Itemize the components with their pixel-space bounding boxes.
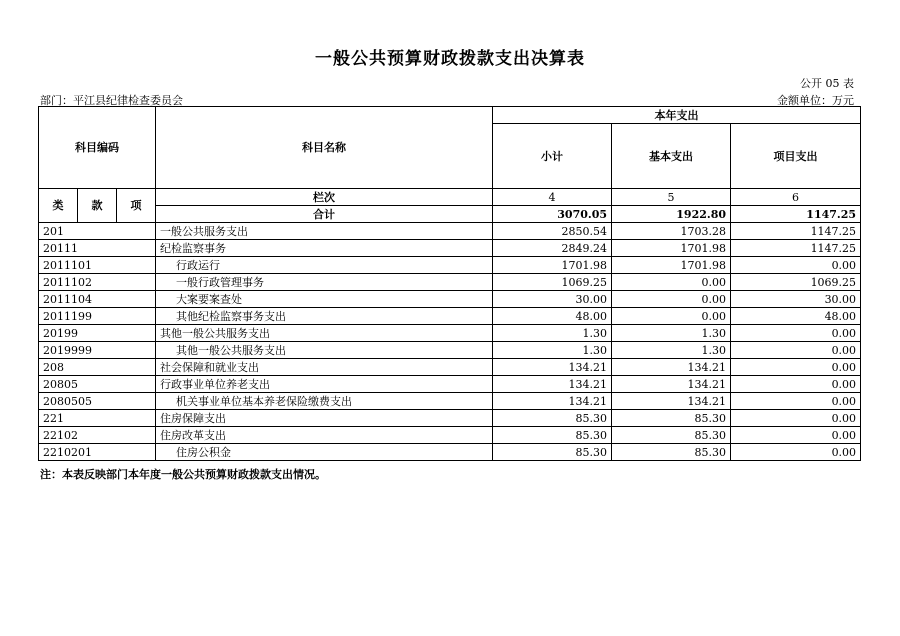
column-no-4: 4	[493, 189, 612, 206]
table-row	[39, 393, 861, 410]
row-code: 2011101	[39, 257, 156, 274]
row-project: 0.00	[731, 444, 861, 461]
table-row	[39, 308, 861, 325]
row-subtotal: 134.21	[493, 393, 612, 410]
kuan-header: 款	[78, 189, 117, 223]
row-project: 0.00	[731, 427, 861, 444]
row-name: 纪检监察事务	[156, 240, 493, 257]
table-row	[39, 257, 861, 274]
row-basic: 0.00	[612, 291, 731, 308]
row-code: 20111	[39, 240, 156, 257]
row-project: 0.00	[731, 257, 861, 274]
project-header: 项目支出	[731, 124, 861, 189]
table-row	[39, 376, 861, 393]
row-basic: 0.00	[612, 274, 731, 291]
row-project: 48.00	[731, 308, 861, 325]
row-subtotal: 134.21	[493, 359, 612, 376]
row-name: 行政运行	[156, 257, 493, 274]
row-name: 行政事业单位养老支出	[156, 376, 493, 393]
total-subtotal: 3070.05	[493, 206, 612, 223]
row-basic: 85.30	[612, 410, 731, 427]
row-code: 2210201	[39, 444, 156, 461]
table-row	[39, 427, 861, 444]
row-basic: 85.30	[612, 444, 731, 461]
row-subtotal: 1069.25	[493, 274, 612, 291]
footnote: 注：本表反映部门本年度一般公共预算财政拨款支出情况。	[40, 468, 326, 481]
column-no-6: 6	[731, 189, 861, 206]
row-name: 其他一般公共服务支出	[156, 325, 493, 342]
row-basic: 85.30	[612, 427, 731, 444]
row-basic: 134.21	[612, 359, 731, 376]
row-code: 201	[39, 223, 156, 240]
column-no-label: 栏次	[156, 189, 493, 206]
row-name: 住房改革支出	[156, 427, 493, 444]
row-name: 一般行政管理事务	[156, 274, 493, 291]
row-subtotal: 85.30	[493, 427, 612, 444]
row-project: 0.00	[731, 410, 861, 427]
row-name: 住房保障支出	[156, 410, 493, 427]
row-project: 0.00	[731, 342, 861, 359]
row-project: 1147.25	[731, 223, 861, 240]
table-row	[39, 359, 861, 376]
row-project: 0.00	[731, 393, 861, 410]
total-basic: 1922.80	[612, 206, 731, 223]
table-row	[39, 325, 861, 342]
row-subtotal: 1.30	[493, 325, 612, 342]
row-code: 2019999	[39, 342, 156, 359]
row-name: 其他纪检监察事务支出	[156, 308, 493, 325]
row-code: 2080505	[39, 393, 156, 410]
basic-header: 基本支出	[612, 124, 731, 189]
row-name: 一般公共服务支出	[156, 223, 493, 240]
row-name: 其他一般公共服务支出	[156, 342, 493, 359]
row-subtotal: 1.30	[493, 342, 612, 359]
row-basic: 1701.98	[612, 240, 731, 257]
total-project: 1147.25	[731, 206, 861, 223]
row-project: 1147.25	[731, 240, 861, 257]
row-subtotal: 134.21	[493, 376, 612, 393]
row-project: 0.00	[731, 325, 861, 342]
row-code: 2011104	[39, 291, 156, 308]
table-row	[39, 444, 861, 461]
column-no-5: 5	[612, 189, 731, 206]
row-project: 1069.25	[731, 274, 861, 291]
table-row	[39, 342, 861, 359]
row-name: 大案要案查处	[156, 291, 493, 308]
subject-code-header: 科目编码	[39, 107, 156, 189]
row-code: 20199	[39, 325, 156, 342]
row-code: 20805	[39, 376, 156, 393]
row-code: 2011102	[39, 274, 156, 291]
subtotal-header: 小计	[493, 124, 612, 189]
row-name: 社会保障和就业支出	[156, 359, 493, 376]
row-basic: 1703.28	[612, 223, 731, 240]
row-basic: 134.21	[612, 393, 731, 410]
row-subtotal: 48.00	[493, 308, 612, 325]
row-basic: 1.30	[612, 342, 731, 359]
page-title: 一般公共预算财政拨款支出决算表	[315, 49, 585, 69]
lei-header: 类	[39, 189, 78, 223]
row-subtotal: 2849.24	[493, 240, 612, 257]
table-row	[39, 410, 861, 427]
unit-label: 金额单位：万元	[777, 94, 854, 107]
row-subtotal: 2850.54	[493, 223, 612, 240]
row-subtotal: 85.30	[493, 410, 612, 427]
row-name: 机关事业单位基本养老保险缴费支出	[156, 393, 493, 410]
form-number: 公开 05 表	[800, 77, 854, 90]
row-project: 0.00	[731, 359, 861, 376]
row-project: 0.00	[731, 376, 861, 393]
header-row-1	[39, 107, 861, 124]
department-label: 部门：平江县纪律检查委员会	[40, 94, 183, 107]
table-row	[39, 291, 861, 308]
subject-name-header: 科目名称	[156, 107, 493, 189]
total-label: 合计	[156, 206, 493, 223]
row-code: 2011199	[39, 308, 156, 325]
table-row	[39, 240, 861, 257]
row-basic: 0.00	[612, 308, 731, 325]
row-basic: 134.21	[612, 376, 731, 393]
column-number-row	[39, 189, 861, 206]
row-project: 30.00	[731, 291, 861, 308]
row-basic: 1.30	[612, 325, 731, 342]
row-name: 住房公积金	[156, 444, 493, 461]
row-code: 22102	[39, 427, 156, 444]
current-year-header: 本年支出	[493, 107, 861, 124]
row-subtotal: 30.00	[493, 291, 612, 308]
table-row	[39, 223, 861, 240]
row-code: 221	[39, 410, 156, 427]
row-subtotal: 85.30	[493, 444, 612, 461]
budget-table	[38, 106, 861, 461]
row-code: 208	[39, 359, 156, 376]
table-row	[39, 274, 861, 291]
row-basic: 1701.98	[612, 257, 731, 274]
xiang-header: 项	[117, 189, 156, 223]
row-subtotal: 1701.98	[493, 257, 612, 274]
total-row	[39, 206, 861, 223]
